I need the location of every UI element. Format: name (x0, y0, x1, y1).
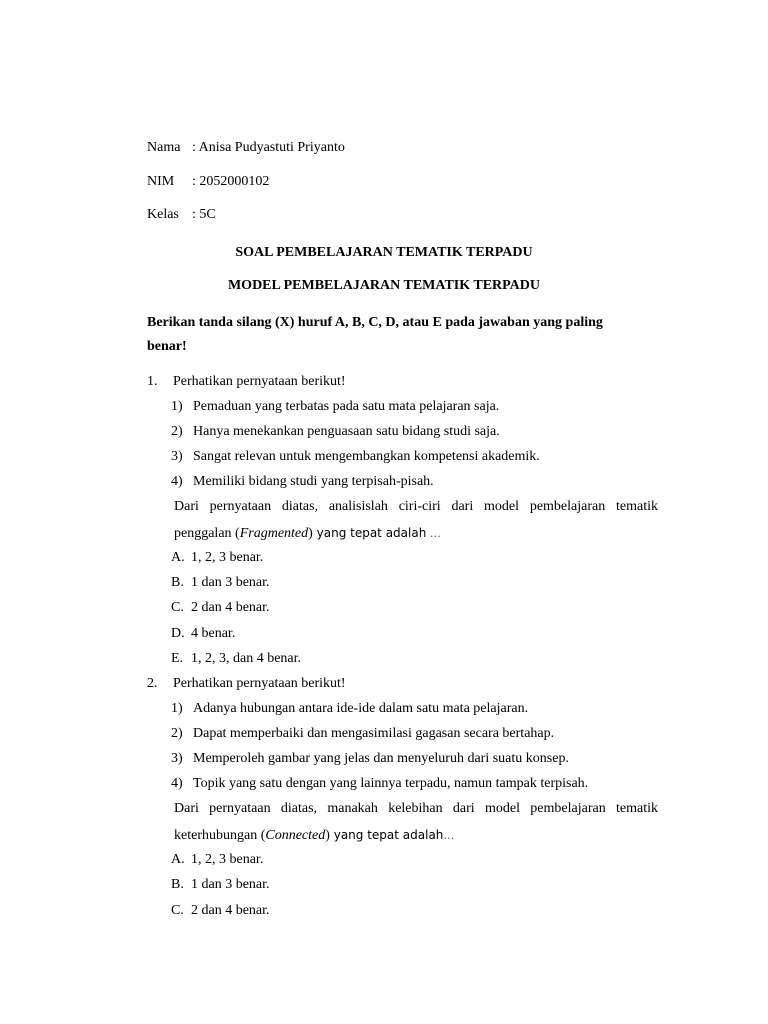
option-letter: E. (171, 651, 184, 666)
name-value: : Anisa Pudyastuti Priyanto (192, 140, 345, 155)
q1-statement (171, 423, 500, 441)
q2-question-post: ) (325, 828, 330, 843)
class-label: Kelas (147, 207, 179, 222)
instruction-line-1: Berikan tanda silang (X) huruf A, B, C, D, atau E pada jawaban yang paling (147, 315, 603, 330)
q1-question-tail: yang tepat adalah (312, 526, 427, 540)
q1-option (171, 574, 270, 592)
q2-option (171, 851, 263, 869)
question-2-number: 2. (147, 676, 158, 691)
statement-text: Hanya menekankan penguasaan satu bidang studi saja. (193, 424, 500, 439)
statement-text: Sangat relevan untuk mengembangkan kompetensi akademik. (193, 449, 540, 464)
q1-question-pre: penggalan ( (174, 526, 240, 541)
option-letter: A. (171, 852, 185, 867)
statement-text: Memperoleh gambar yang jelas dan menyeluruh dari suatu konsep. (193, 751, 569, 766)
option-text: 2 dan 4 benar. (191, 600, 270, 615)
q1-option (171, 625, 235, 643)
q2-statement (171, 700, 528, 718)
option-text: 1, 2, 3 benar. (191, 550, 264, 565)
q1-question-term: Fragmented (239, 526, 309, 541)
statement-text: Memiliki bidang studi yang terpisah-pisah. (193, 474, 434, 489)
option-letter: C. (171, 600, 184, 615)
option-text: 1 dan 3 benar. (191, 877, 270, 892)
q2-statement (171, 725, 554, 743)
nim-row (147, 173, 269, 191)
option-letter: B. (171, 877, 184, 892)
q1-option (171, 549, 263, 567)
q1-option (171, 599, 270, 617)
q1-question-dots: … (426, 527, 441, 540)
q2-question-line-2 (174, 826, 454, 845)
option-letter: B. (171, 575, 184, 590)
q1-statement (171, 448, 540, 466)
question-2-header (147, 675, 346, 693)
nim-label: NIM (147, 174, 175, 189)
statement-number: 2) (171, 726, 183, 741)
option-text: 2 dan 4 benar. (191, 903, 270, 918)
question-1-number: 1. (147, 374, 158, 389)
q1-statement (171, 473, 434, 491)
statement-number: 1) (171, 399, 183, 414)
class-value: : 5C (192, 207, 216, 222)
name-label: Nama (147, 140, 181, 155)
q2-question-line-1: Dari pernyataan diatas, manakah kelebihan dari model pembelajaran tematik (174, 801, 658, 816)
q2-statement (171, 750, 569, 768)
q1-option (171, 650, 301, 668)
option-letter: C. (171, 903, 184, 918)
q2-statement (171, 775, 588, 793)
option-text: 1, 2, 3, dan 4 benar. (191, 651, 302, 666)
statement-number: 3) (171, 449, 183, 464)
q2-question-pre: keterhubungan ( (174, 828, 266, 843)
option-text: 1 dan 3 benar. (191, 575, 270, 590)
statement-text: Adanya hubungan antara ide-ide dalam satu mata pelajaran. (193, 701, 529, 716)
q1-question-post: ) (308, 526, 313, 541)
option-text: 4 benar. (191, 626, 236, 641)
instruction-line-2: benar! (147, 339, 187, 354)
question-2-prompt: Perhatikan pernyataan berikut! (173, 676, 346, 691)
q2-question-dots: … (443, 829, 455, 842)
statement-number: 4) (171, 474, 183, 489)
option-text: 1, 2, 3 benar. (191, 852, 264, 867)
q1-question-line-1: Dari pernyataan diatas, analisislah ciri-ciri dari model pembelajaran tematik (174, 499, 658, 514)
q2-option (171, 902, 270, 920)
q1-question-line-2 (174, 524, 441, 543)
title-2: MODEL PEMBELAJARAN TEMATIK TERPADU (227, 278, 541, 293)
question-1-header (147, 373, 346, 391)
name-row (147, 139, 345, 157)
statement-number: 3) (171, 751, 183, 766)
class-row (147, 206, 216, 224)
q2-question-term: Connected (265, 828, 326, 843)
question-1-prompt: Perhatikan pernyataan berikut! (173, 374, 346, 389)
statement-text: Pemaduan yang terbatas pada satu mata pelajaran saja. (193, 399, 500, 414)
q1-statement (171, 398, 499, 416)
q2-option (171, 876, 270, 894)
statement-number: 4) (171, 776, 183, 791)
option-letter: D. (171, 626, 185, 641)
title-1: SOAL PEMBELAJARAN TEMATIK TERPADU (235, 245, 533, 260)
q2-question-tail: yang tepat adalah (329, 828, 444, 842)
statement-text: Topik yang satu dengan yang lainnya terpadu, namun tampak terpisah. (193, 776, 589, 791)
statement-number: 2) (171, 424, 183, 439)
statement-text: Dapat memperbaiki dan mengasimilasi gagasan secara bertahap. (193, 726, 555, 741)
option-letter: A. (171, 550, 185, 565)
nim-value: : 2052000102 (192, 174, 270, 189)
statement-number: 1) (171, 701, 183, 716)
